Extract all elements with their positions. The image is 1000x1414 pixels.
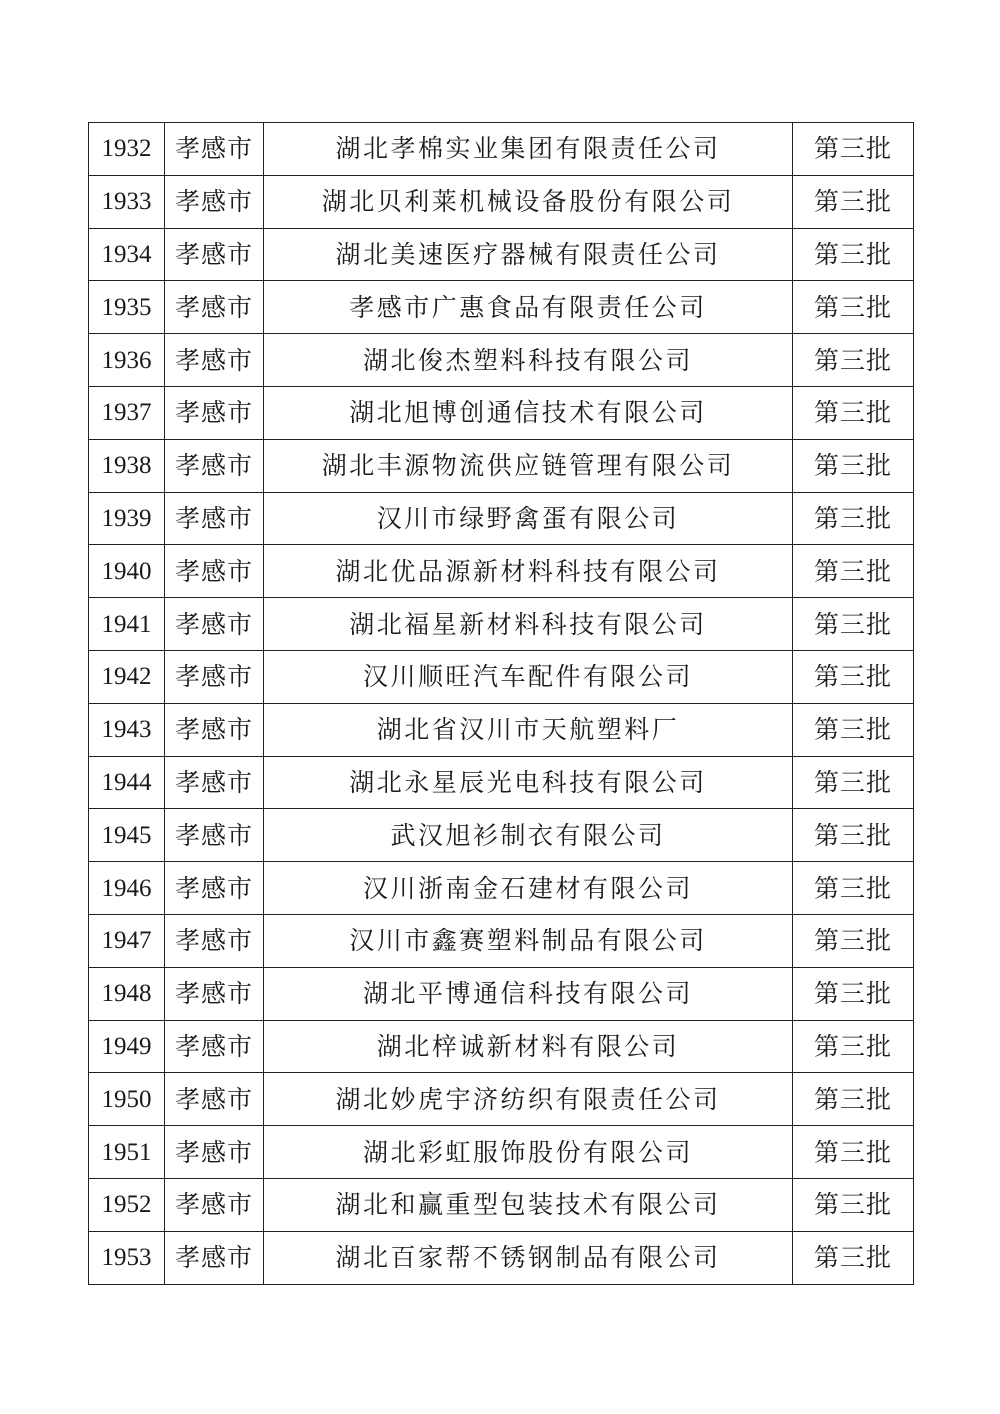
city-cell: 孝感市: [165, 650, 264, 703]
company-name-cell: 湖北百家帮不锈钢制品有限公司: [264, 1231, 793, 1284]
row-number: 1951: [89, 1126, 165, 1179]
company-name-cell: 湖北平博通信科技有限公司: [264, 967, 793, 1020]
row-number: 1950: [89, 1073, 165, 1126]
row-number: 1946: [89, 862, 165, 915]
batch-cell: 第三批: [793, 439, 914, 492]
company-name-cell: 湖北梓诚新材料有限公司: [264, 1020, 793, 1073]
batch-cell: 第三批: [793, 862, 914, 915]
company-name-cell: 汉川市绿野禽蛋有限公司: [264, 492, 793, 545]
batch-cell: 第三批: [793, 1231, 914, 1284]
row-number: 1940: [89, 545, 165, 598]
table-row: [89, 334, 914, 387]
city-cell: 孝感市: [165, 334, 264, 387]
city-cell: 孝感市: [165, 281, 264, 334]
row-number: 1939: [89, 492, 165, 545]
batch-cell: 第三批: [793, 1073, 914, 1126]
batch-cell: 第三批: [793, 809, 914, 862]
batch-cell: 第三批: [793, 756, 914, 809]
table-row: [89, 386, 914, 439]
company-name-cell: 湖北旭博创通信技术有限公司: [264, 386, 793, 439]
company-name-cell: 湖北丰源物流供应链管理有限公司: [264, 439, 793, 492]
row-number: 1938: [89, 439, 165, 492]
company-name-cell: 湖北美速医疗器械有限责任公司: [264, 228, 793, 281]
company-name-cell: 孝感市广惠食品有限责任公司: [264, 281, 793, 334]
company-name-cell: 汉川顺旺汽车配件有限公司: [264, 650, 793, 703]
batch-cell: 第三批: [793, 228, 914, 281]
row-number: 1943: [89, 703, 165, 756]
table-row: [89, 1020, 914, 1073]
batch-cell: 第三批: [793, 175, 914, 228]
company-name-cell: 湖北和赢重型包装技术有限公司: [264, 1178, 793, 1231]
table-row: [89, 967, 914, 1020]
city-cell: 孝感市: [165, 1231, 264, 1284]
row-number: 1937: [89, 386, 165, 439]
city-cell: 孝感市: [165, 756, 264, 809]
batch-cell: 第三批: [793, 1020, 914, 1073]
batch-cell: 第三批: [793, 703, 914, 756]
table-row: [89, 862, 914, 915]
table-row: [89, 492, 914, 545]
city-cell: 孝感市: [165, 967, 264, 1020]
row-number: 1934: [89, 228, 165, 281]
company-name-cell: 湖北孝棉实业集团有限责任公司: [264, 123, 793, 176]
city-cell: 孝感市: [165, 1178, 264, 1231]
row-number: 1932: [89, 123, 165, 176]
table-row: [89, 914, 914, 967]
batch-cell: 第三批: [793, 1178, 914, 1231]
city-cell: 孝感市: [165, 439, 264, 492]
company-name-cell: 武汉旭衫制衣有限公司: [264, 809, 793, 862]
company-name-cell: 汉川浙南金石建材有限公司: [264, 862, 793, 915]
company-name-cell: 湖北福星新材料科技有限公司: [264, 598, 793, 651]
city-cell: 孝感市: [165, 598, 264, 651]
batch-cell: 第三批: [793, 334, 914, 387]
table-row: [89, 228, 914, 281]
company-name-cell: 湖北省汉川市天航塑料厂: [264, 703, 793, 756]
row-number: 1935: [89, 281, 165, 334]
batch-cell: 第三批: [793, 492, 914, 545]
table-row: [89, 650, 914, 703]
batch-cell: 第三批: [793, 914, 914, 967]
row-number: 1952: [89, 1178, 165, 1231]
city-cell: 孝感市: [165, 228, 264, 281]
company-name-cell: 汉川市鑫赛塑料制品有限公司: [264, 914, 793, 967]
table-row: [89, 439, 914, 492]
table-row: [89, 175, 914, 228]
table-row: [89, 809, 914, 862]
table-row: [89, 281, 914, 334]
row-number: 1944: [89, 756, 165, 809]
company-name-cell: 湖北彩虹服饰股份有限公司: [264, 1126, 793, 1179]
city-cell: 孝感市: [165, 862, 264, 915]
table-row: [89, 703, 914, 756]
batch-cell: 第三批: [793, 545, 914, 598]
table-row: [89, 545, 914, 598]
city-cell: 孝感市: [165, 386, 264, 439]
city-cell: 孝感市: [165, 492, 264, 545]
batch-cell: 第三批: [793, 650, 914, 703]
row-number: 1949: [89, 1020, 165, 1073]
company-name-cell: 湖北俊杰塑料科技有限公司: [264, 334, 793, 387]
company-name-cell: 湖北贝利莱机械设备股份有限公司: [264, 175, 793, 228]
city-cell: 孝感市: [165, 703, 264, 756]
batch-cell: 第三批: [793, 386, 914, 439]
row-number: 1933: [89, 175, 165, 228]
row-number: 1942: [89, 650, 165, 703]
city-cell: 孝感市: [165, 545, 264, 598]
table-row: [89, 756, 914, 809]
city-cell: 孝感市: [165, 1020, 264, 1073]
table-row: [89, 123, 914, 176]
batch-cell: 第三批: [793, 123, 914, 176]
company-name-cell: 湖北优品源新材料科技有限公司: [264, 545, 793, 598]
table-row: [89, 1178, 914, 1231]
city-cell: 孝感市: [165, 175, 264, 228]
table-row: [89, 1231, 914, 1284]
city-cell: 孝感市: [165, 914, 264, 967]
row-number: 1953: [89, 1231, 165, 1284]
row-number: 1936: [89, 334, 165, 387]
row-number: 1945: [89, 809, 165, 862]
table-body: [89, 123, 914, 1285]
company-list-table: [88, 122, 914, 1285]
batch-cell: 第三批: [793, 281, 914, 334]
batch-cell: 第三批: [793, 1126, 914, 1179]
city-cell: 孝感市: [165, 809, 264, 862]
table-row: [89, 598, 914, 651]
row-number: 1947: [89, 914, 165, 967]
row-number: 1941: [89, 598, 165, 651]
table-row: [89, 1073, 914, 1126]
row-number: 1948: [89, 967, 165, 1020]
table-row: [89, 1126, 914, 1179]
batch-cell: 第三批: [793, 598, 914, 651]
city-cell: 孝感市: [165, 1126, 264, 1179]
city-cell: 孝感市: [165, 1073, 264, 1126]
company-name-cell: 湖北妙虎宇济纺织有限责任公司: [264, 1073, 793, 1126]
city-cell: 孝感市: [165, 123, 264, 176]
company-name-cell: 湖北永星辰光电科技有限公司: [264, 756, 793, 809]
batch-cell: 第三批: [793, 967, 914, 1020]
